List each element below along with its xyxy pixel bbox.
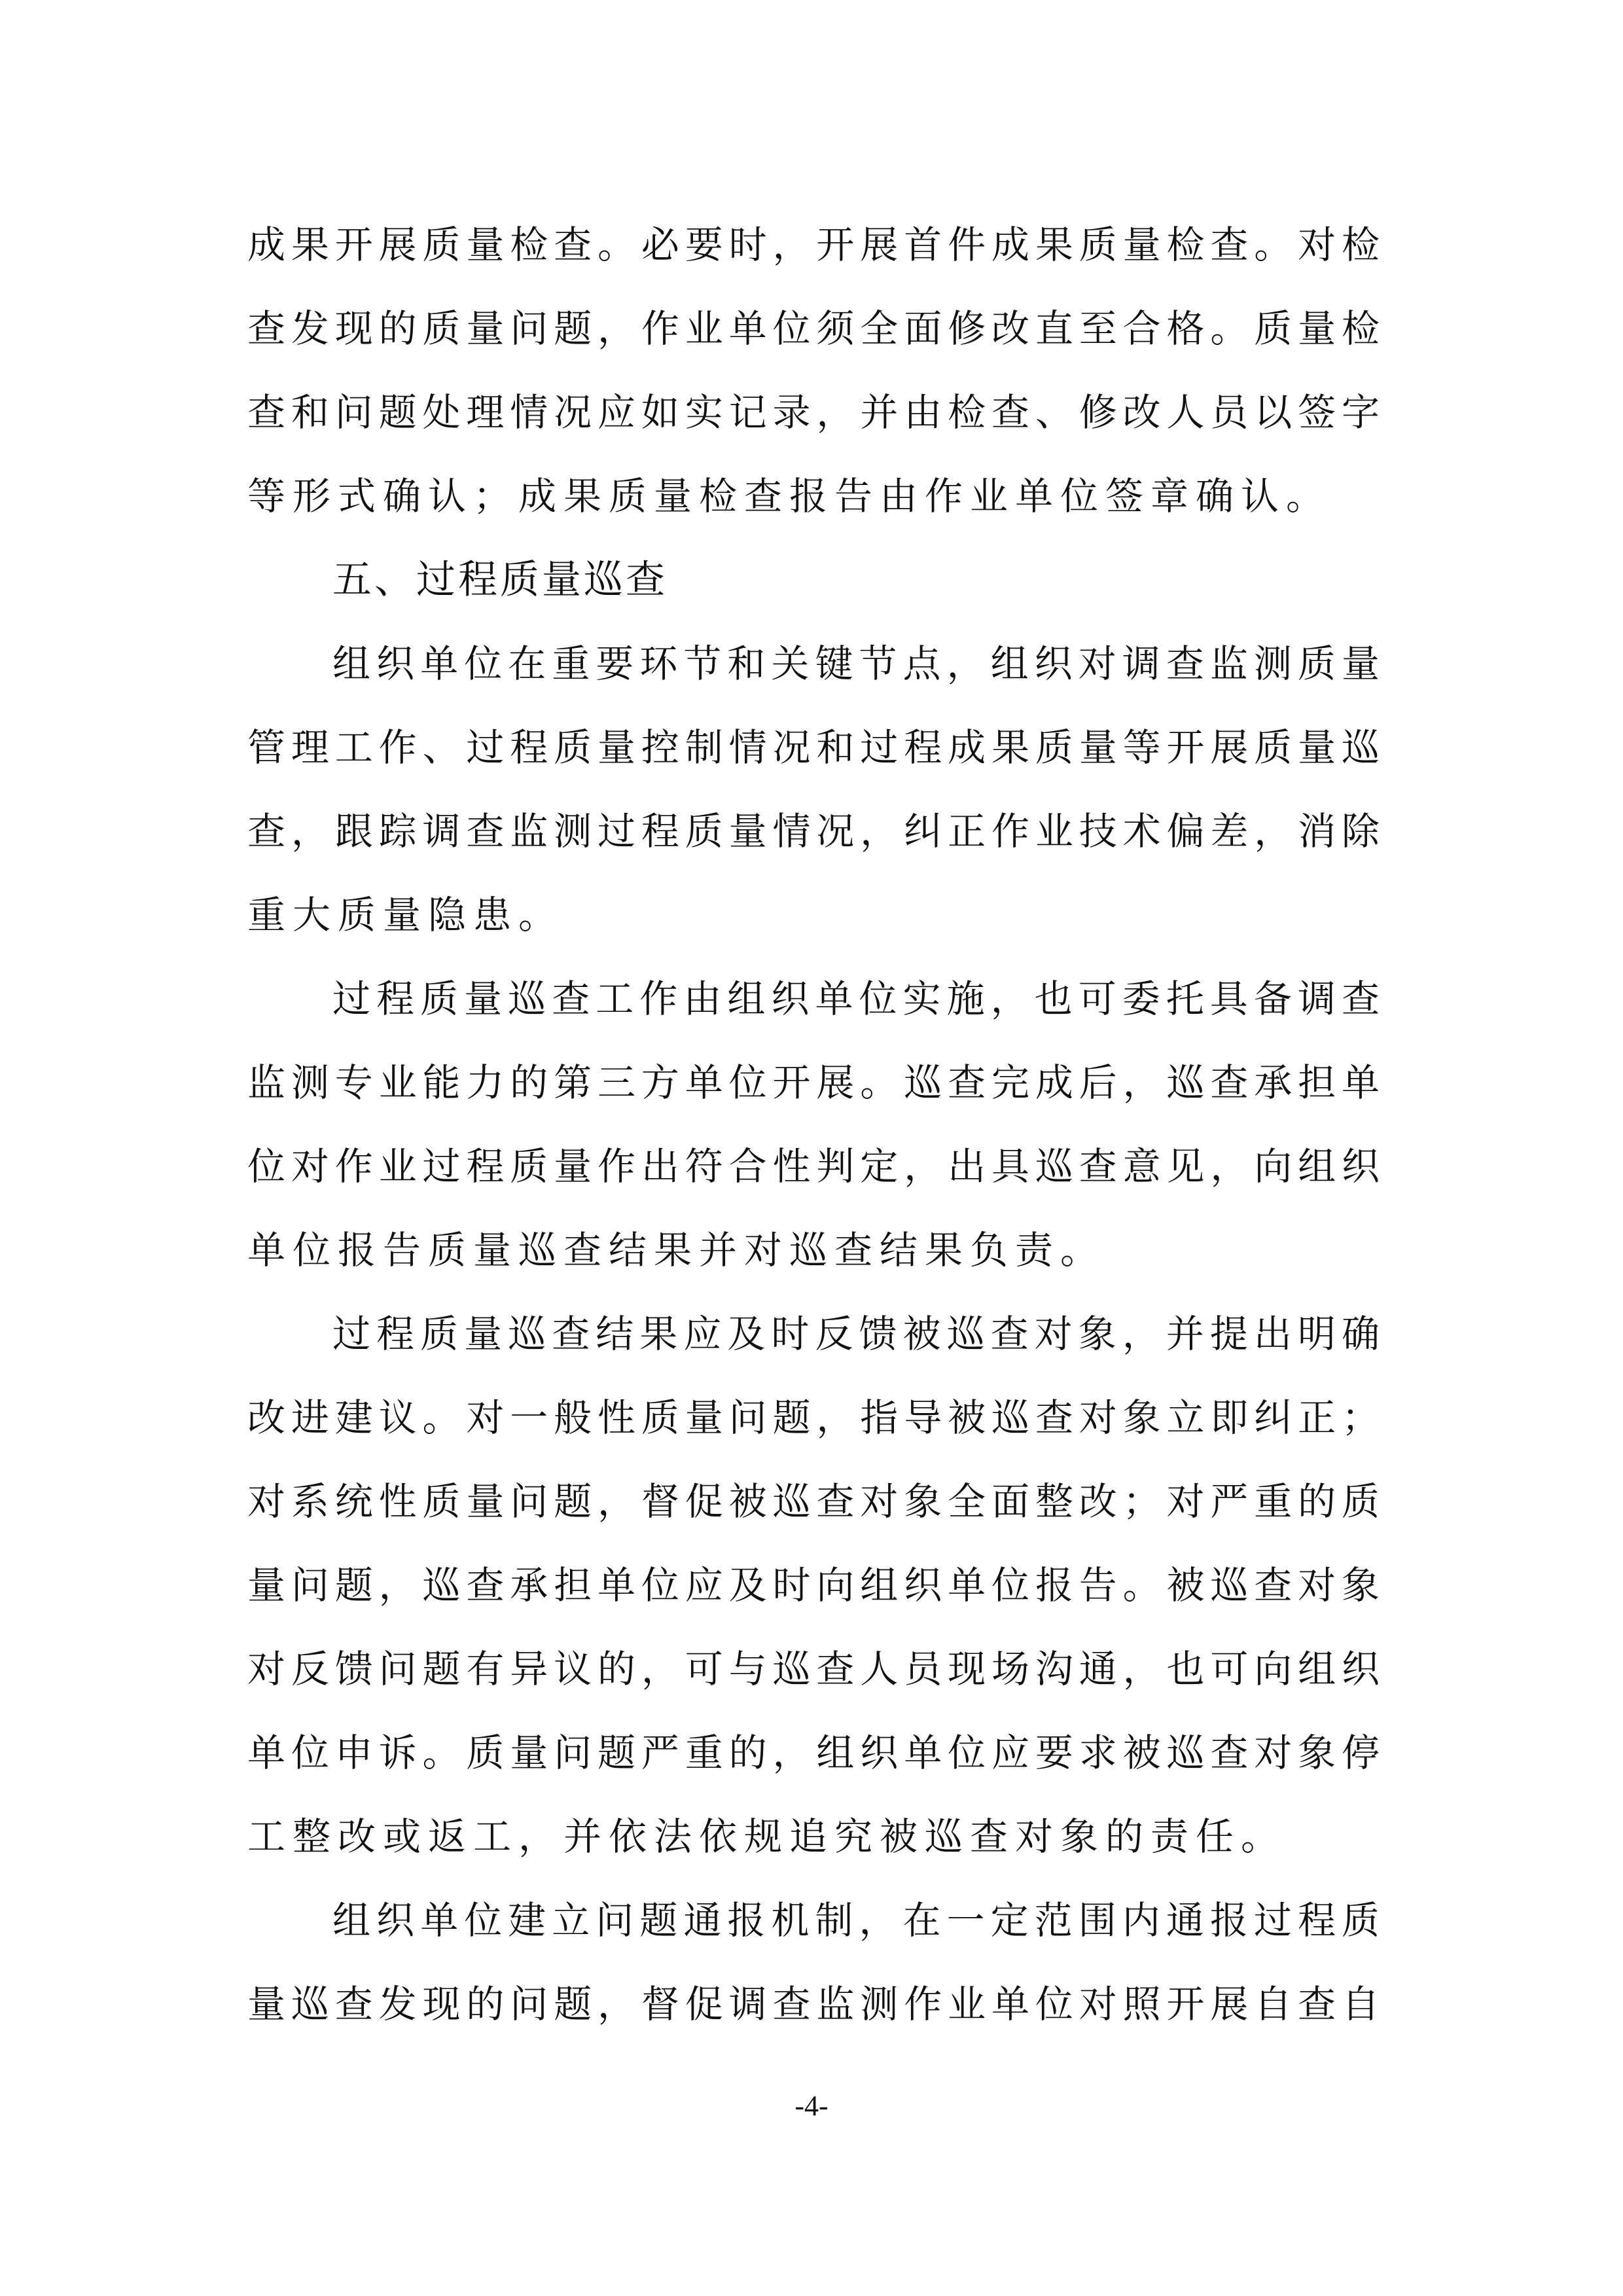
paragraph-line: 单位申诉。质量问题严重的，组织单位应要求被巡查对象停 [247,1731,1380,1775]
section-heading: 五、过程质量巡查 [332,557,668,603]
paragraph-line: 管理工作、过程质量控制情况和过程成果质量等开展质量巡 [247,725,1380,770]
page-number: -4- [794,2090,829,2122]
paragraph-line: 等形式确认；成果质量检查报告由作业单位签章确认。 [247,474,1332,518]
paragraph-line: 工整改或返工，并依法依规追究被巡查对象的责任。 [247,1814,1287,1859]
paragraph-line: 重大质量隐患。 [247,893,564,937]
paragraph-line: 单位报告质量巡查结果并对巡查结果负责。 [247,1228,1106,1272]
paragraph-line: 监测专业能力的第三方单位开展。巡查完成后，巡查承担单 [247,1060,1380,1105]
paragraph-line: 组织单位在重要环节和关键节点，组织对调查监测质量 [332,641,1380,686]
paragraph-line: 成果开展质量检查。必要时，开展首件成果质量检查。对检 [247,223,1380,267]
paragraph-line: 量巡查发现的问题，督促调查监测作业单位对照开展自查自 [247,1982,1380,2026]
paragraph-line: 改进建议。对一般性质量问题，指导被巡查对象立即纠正； [247,1395,1380,1440]
paragraph-line: 查和问题处理情况应如实记录，并由检查、修改人员以签字 [247,390,1380,435]
paragraph-line: 对反馈问题有异议的，可与巡查人员现场沟通，也可向组织 [247,1647,1380,1691]
paragraph-line: 对系统性质量问题，督促被巡查对象全面整改；对严重的质 [247,1479,1380,1524]
paragraph-line: 组织单位建立问题通报机制，在一定范围内通报过程质 [332,1898,1380,1943]
paragraph-line: 量问题，巡查承担单位应及时向组织单位报告。被巡查对象 [247,1563,1380,1607]
paragraph-line: 过程质量巡查工作由组织单位实施，也可委托具备调查 [332,977,1380,1021]
paragraph-line: 位对作业过程质量作出符合性判定，出具巡查意见，向组织 [247,1144,1380,1189]
paragraph-line: 查发现的质量问题，作业单位须全面修改直至合格。质量检 [247,306,1380,351]
paragraph-line: 查，跟踪调查监测过程质量情况，纠正作业技术偏差，消除 [247,809,1380,853]
paragraph-line: 过程质量巡查结果应及时反馈被巡查对象，并提出明确 [332,1312,1380,1356]
